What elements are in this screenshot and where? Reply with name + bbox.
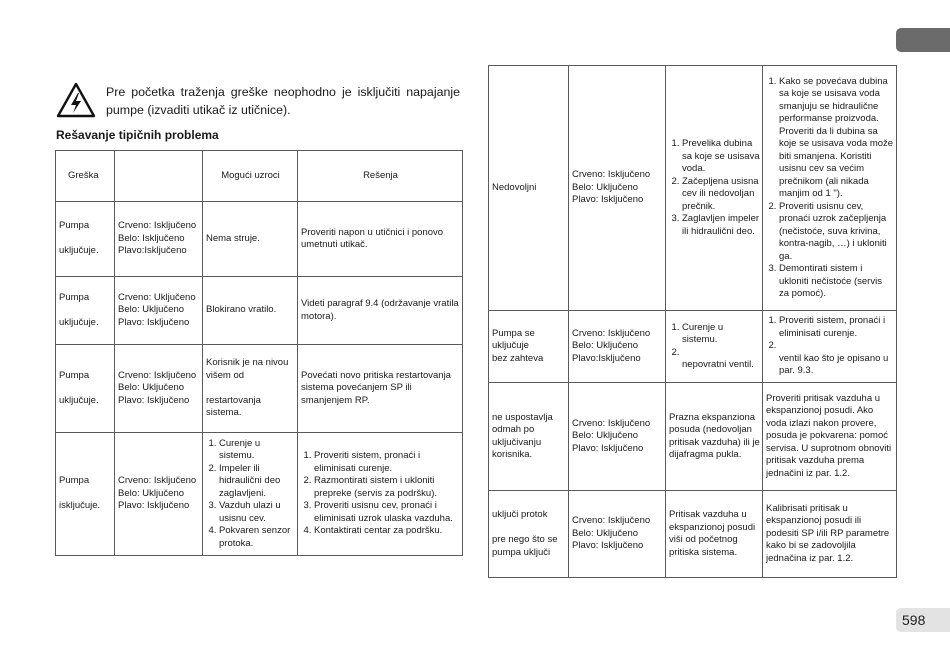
cause-cell [666, 66, 763, 311]
solution-cell [763, 311, 897, 383]
solution-cell: Kalibrisati pritisak u ekspanzionoj posudi ili podesiti SP i/ili RP parametre kako bi se zadovoljila jednačina iz par. 1.2. [763, 491, 897, 578]
header-cell: Mogući uzroci [203, 151, 298, 202]
section-title: Rešavanje tipičnih problema [56, 128, 219, 142]
troubleshooting-table-left [55, 150, 463, 556]
list-item: 2. Proveriti usisnu cev, pronaći uzrok začepljenja (nečistoće, suva krivina, kontra-nagib, …) i ukloniti ga. [779, 201, 894, 264]
led-status-cell: Crveno: Isključeno Belo: Isključeno Plavo:Isključeno [115, 202, 203, 277]
fault-cell: Pumpa uključuje. [56, 345, 115, 433]
cause-cell: Pritisak vazduha u ekspanzionoj posudi viši od početnog pritiska sistema. [666, 491, 763, 578]
list-item: 3. Proveriti usisnu cev, pronaći i eliminisati uzrok ulaska vazduha. [314, 500, 460, 525]
fault-cell: ne uspostavlja odmah po uključivanju korisnika. [489, 383, 569, 491]
table-row [489, 383, 897, 491]
cause-cell [203, 433, 298, 556]
warning-block [56, 82, 462, 126]
table-row [56, 277, 463, 345]
chapter-tab-marker [896, 28, 950, 52]
header-cell: Greška [56, 151, 115, 202]
fault-cell: Pumpa uključuje. [56, 277, 115, 345]
table-header-row [56, 151, 463, 202]
warning-text: Pre početka traženja greške neophodno je isključiti napajanje pumpe (izvaditi utikač iz utičnice). [106, 85, 460, 117]
header-cell: Rešenja [298, 151, 463, 202]
solution-cell [298, 433, 463, 556]
cause-list [206, 438, 295, 551]
solution-cell: Proveriti pritisak vazduha u ekspanzionoj posudi. Ako voda izlazi nakon provere, posuda je pokvarena: pomoć servisa. U suprotnom obnoviti pritisak vazduha prema jednačini iz par. 1.2. [763, 383, 897, 491]
solution-list [766, 76, 894, 301]
cause-cell: Korisnik je na nivou višem od restartovanja sistema. [203, 345, 298, 433]
solution-cell [763, 66, 897, 311]
cause-list [669, 138, 760, 238]
table-row [489, 311, 897, 383]
list-item: 3. Vazduh ulazi u usisnu cev. [219, 500, 295, 525]
led-status-cell: Crveno: Isključeno Belo: Uključeno Plavo: Isključeno [569, 66, 666, 311]
cause-cell: Blokirano vratilo. [203, 277, 298, 345]
table-row [489, 66, 897, 311]
table-row [56, 433, 463, 556]
troubleshooting-table-right [488, 65, 897, 578]
list-item: 1. Prevelika dubina sa koje se usisava voda. [682, 138, 760, 176]
led-status-cell: Crveno: Isključeno Belo: Uključeno Plavo: Isključeno [569, 491, 666, 578]
cause-cell: Prazna ekspanziona posuda (nedovoljan pritisak vazduha) ili je dijafragma pukla. [666, 383, 763, 491]
list-item: 1. Kako se povećava dubina sa koje se usisava voda smanjuju se hidraulične performanse proizvoda. Proveriti da li dubina sa koje se usisava voda može biti smanjena. Koristiti usisnu cev sa većim prečnikom (ali nikada manjim od 1 "). [779, 76, 894, 201]
list-item: 1. Curenje u sistemu. [682, 322, 760, 347]
list-item: 2. ventil kao što je opisano u par. 9.3. [779, 340, 894, 378]
fault-cell: Pumpa se uključuje bez zahteva [489, 311, 569, 383]
list-item: 2. Impeler ili hidraulični deo zaglavljeni. [219, 463, 295, 501]
electric-hazard-warning-icon [56, 82, 96, 118]
list-item: 2. nepovratni ventil. [682, 347, 760, 372]
table-row [489, 491, 897, 578]
led-status-cell: Crveno: Uključeno Belo: Uključeno Plavo: Isključeno [115, 277, 203, 345]
header-cell [115, 151, 203, 202]
solution-cell: Povećati novo pritiska restartovanja sistema povećanjem SP ili smanjenjem RP. [298, 345, 463, 433]
fault-cell: Pumpa isključuje. [56, 433, 115, 556]
led-status-cell: Crveno: Isključeno Belo: Uključeno Plavo:Isključeno [569, 311, 666, 383]
list-item: 4. Pokvaren senzor protoka. [219, 525, 295, 550]
list-item: 2. Začepljena usisna cev ili nedovoljan prečnik. [682, 176, 760, 214]
cause-cell: Nema struje. [203, 202, 298, 277]
led-status-cell: Crveno: Isključeno Belo: Uključeno Plavo: Isključeno [569, 383, 666, 491]
list-item: 3. Demontirati sistem i ukloniti nečistoće (servis za pomoć). [779, 263, 894, 301]
page-number: 598 [896, 608, 950, 632]
fault-cell: Pumpa uključuje. [56, 202, 115, 277]
list-item: 4. Kontaktirati centar za podršku. [314, 525, 460, 538]
list-item: 3. Zaglavljen impeler ili hidraulični deo. [682, 213, 760, 238]
solution-cell: Proveriti napon u utičnici i ponovo umetnuti utikač. [298, 202, 463, 277]
led-status-cell: Crveno: Isključeno Belo: Uključeno Plavo: Isključeno [115, 433, 203, 556]
solution-list [766, 315, 894, 378]
list-item: 1. Proveriti sistem, pronaći i eliminisati curenje. [779, 315, 894, 340]
table-row [56, 345, 463, 433]
led-status-cell: Crveno: Isključeno Belo: Uključeno Plavo: Isključeno [115, 345, 203, 433]
list-item: 1. Curenje u sistemu. [219, 438, 295, 463]
fault-cell: uključi protok pre nego što se pumpa uključi [489, 491, 569, 578]
cause-list [669, 322, 760, 372]
fault-cell: Nedovoljni [489, 66, 569, 311]
table-row [56, 202, 463, 277]
cause-cell [666, 311, 763, 383]
solution-list [301, 450, 460, 538]
solution-cell: Videti paragraf 9.4 (održavanje vratila motora). [298, 277, 463, 345]
list-item: 2. Razmontirati sistem i ukloniti prepreke (servis za podršku). [314, 475, 460, 500]
list-item: 1. Proveriti sistem, pronaći i eliminisati curenje. [314, 450, 460, 475]
